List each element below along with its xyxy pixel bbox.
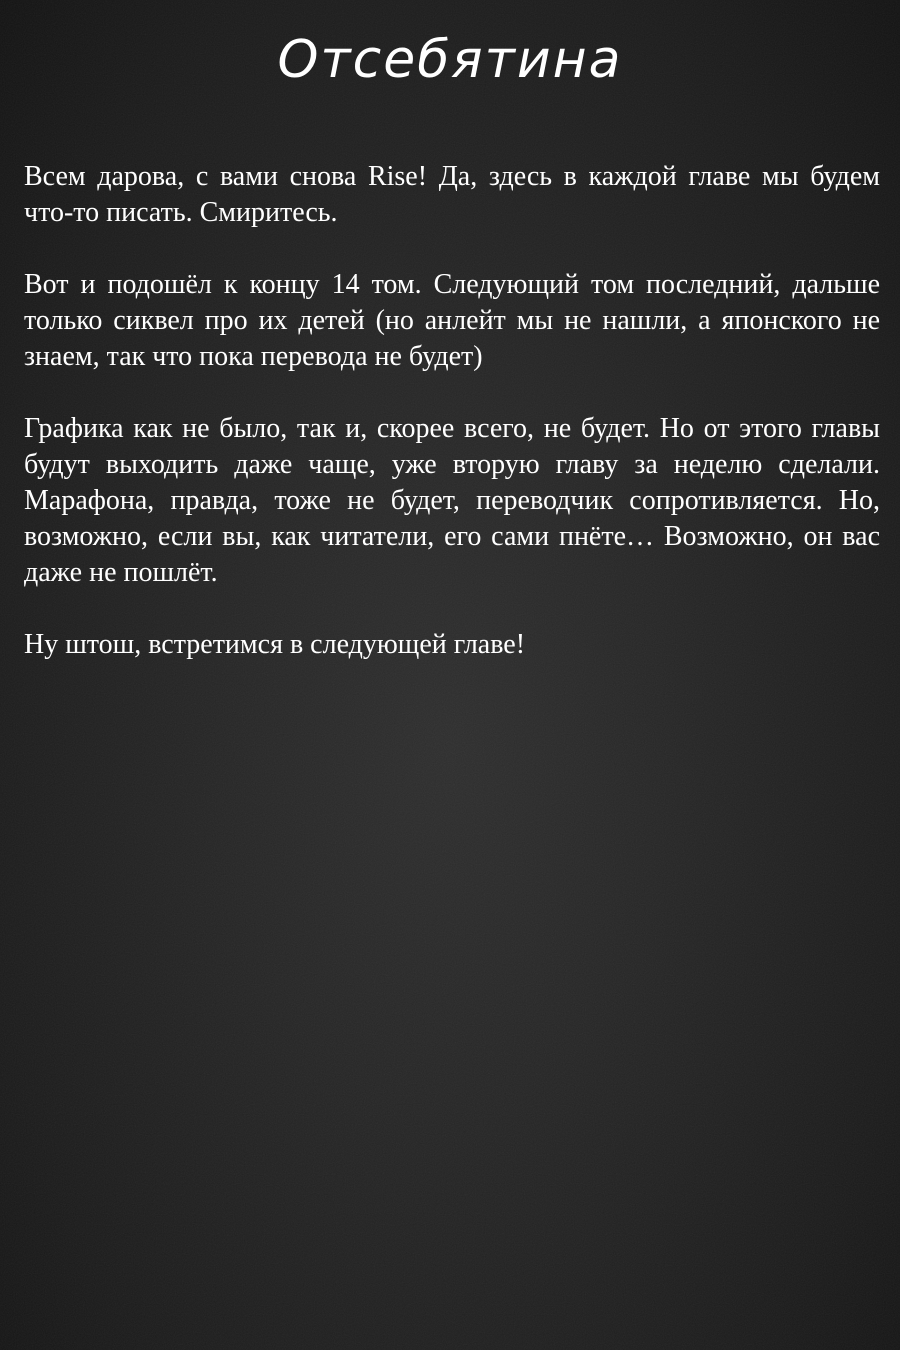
paragraph-volume: Вот и подошёл к концу 14 том. Следующий том последний, дальше только сиквел про их детей (но анлейт мы не нашли, а японского не знаем, так что пока перевода не будет) xyxy=(24,269,880,372)
paragraph-intro: Всем дарова, с вами снова Rise! Да, здесь в каждой главе мы будем что-то писать. Смиритесь. xyxy=(24,161,880,228)
paragraph-closing: Ну штош, встретимся в следующей главе! xyxy=(24,629,526,660)
paragraph-schedule: Графика как не было, так и, скорее всего, не будет. Но от этого главы будут выходить даже чаще, уже вторую главу за неделю сделали. Марафона, правда, тоже не будет, переводчик сопротивляется. Но, возможно, если вы, как читатели, его сами пнёте… Возможно, он вас даже не пошлёт. xyxy=(24,413,880,588)
text-body xyxy=(24,159,880,699)
page-title: Отсебятина xyxy=(277,30,623,90)
